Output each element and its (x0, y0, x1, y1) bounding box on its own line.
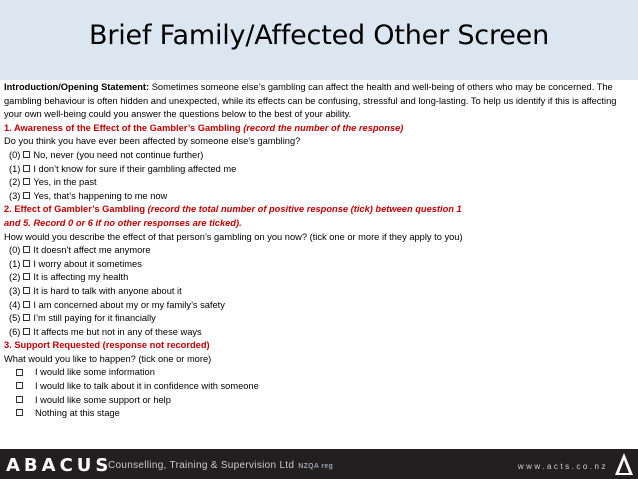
checkbox-icon[interactable] (23, 165, 30, 172)
checkbox-option (4, 366, 634, 380)
section2-options (4, 244, 634, 339)
option-label: I would like some information (35, 367, 155, 378)
intro-text: Sometimes someone else’s gambling can affect the health and well-being of others who may be concerned. The gambling behaviour is often hidden and unexpected, while its effects can be confusing, stressful and long-lasting. To help us identify if this is affecting your own well-being could you answer the questions below to the best of your ability. (4, 82, 617, 120)
option-label: Nothing at this stage (35, 408, 120, 419)
option-number: (5) (9, 313, 21, 324)
option-number: (0) (9, 149, 21, 160)
checkbox-icon[interactable] (16, 409, 23, 416)
checkbox-option (4, 176, 634, 190)
checkbox-icon[interactable] (23, 314, 30, 321)
option-label: It affects me but not in any of these ways (33, 326, 202, 337)
option-number: (2) (9, 177, 21, 188)
checkbox-icon[interactable] (23, 287, 30, 294)
checkbox-option (4, 149, 634, 163)
checkbox-option (4, 258, 634, 272)
checkbox-icon[interactable] (23, 246, 30, 253)
checkbox-option (4, 326, 634, 340)
checkbox-option (4, 244, 634, 258)
checkbox-option (4, 190, 634, 204)
section3-question: What would you like to happen? (tick one or more) (4, 353, 212, 364)
option-label: I am concerned about my or my family’s safety (33, 299, 225, 310)
option-label: Yes, that’s happening to me now (33, 190, 168, 201)
checkbox-option (4, 407, 634, 421)
section2-question: How would you describe the effect of that person’s gambling on you now? (tick one or more if they apply to you) (4, 231, 463, 242)
option-label: It is hard to talk with anyone about it (33, 285, 182, 296)
nzqa-badge: NZQA reg (298, 463, 334, 470)
checkbox-option (4, 285, 634, 299)
intro-paragraph (4, 81, 634, 122)
option-number: (6) (9, 326, 21, 337)
option-number: (1) (9, 258, 21, 269)
option-number: (0) (9, 245, 21, 256)
option-label: It is affecting my health (33, 272, 129, 283)
section3-heading: 3. Support Requested (response not recorded) (4, 340, 210, 351)
section3-options (4, 366, 634, 420)
checkbox-icon[interactable] (23, 151, 30, 158)
section1-options (4, 149, 634, 203)
checkbox-option (4, 394, 634, 408)
option-number: (2) (9, 272, 21, 283)
section1-heading: 1. Awareness of the Effect of the Gambler’s Gambling (record the number of the response) (4, 122, 404, 133)
section2-heading: 2. Effect of Gambler’s Gambling (record the total number of positive response (tick) between question 1 (4, 204, 462, 215)
section1-question: Do you think you have ever been affected by someone else’s gambling? (4, 136, 301, 147)
option-label: It doesn’t affect me anymore (33, 245, 151, 256)
intro-label: Introduction/Opening Statement: (4, 82, 150, 92)
checkbox-icon[interactable] (23, 301, 30, 308)
option-number: (3) (9, 285, 21, 296)
option-label: I worry about it sometimes (33, 258, 142, 269)
option-number: (4) (9, 299, 21, 310)
checkbox-icon[interactable] (23, 178, 30, 185)
section2-heading-cont: and 5. Record 0 or 6 if no other responses are ticked). (4, 217, 242, 228)
checkbox-option (4, 380, 634, 394)
option-label: I don’t know for sure if their gambling affected me (33, 163, 237, 174)
option-label: Yes, in the past (33, 177, 97, 188)
checkbox-option (4, 312, 634, 326)
option-label: No, never (you need not continue further) (33, 149, 204, 160)
checkbox-icon[interactable] (16, 369, 23, 376)
footer-website: www.acts.co.nz (517, 462, 608, 471)
checkbox-icon[interactable] (16, 396, 23, 403)
brand-logo-text: ABACUS (6, 455, 113, 476)
option-number: (3) (9, 190, 21, 201)
option-label: I would like to talk about it in confidence with someone (35, 381, 259, 392)
footer-tagline: Counselling, Training & Supervision Ltd NZQA reg (108, 460, 334, 471)
checkbox-icon[interactable] (23, 192, 30, 199)
checkbox-icon[interactable] (23, 328, 30, 335)
option-number: (1) (9, 163, 21, 174)
checkbox-icon[interactable] (23, 273, 30, 280)
checkbox-icon[interactable] (16, 382, 23, 389)
option-label: I would like some support or help (35, 394, 171, 405)
page-title: Brief Family/Affected Other Screen (89, 20, 549, 51)
option-label: I’m still paying for it financially (33, 313, 156, 324)
checkbox-option (4, 271, 634, 285)
abacus-logo-icon (614, 452, 634, 476)
document-body (4, 81, 634, 421)
checkbox-option (4, 299, 634, 313)
checkbox-icon[interactable] (23, 260, 30, 267)
checkbox-option (4, 163, 634, 177)
